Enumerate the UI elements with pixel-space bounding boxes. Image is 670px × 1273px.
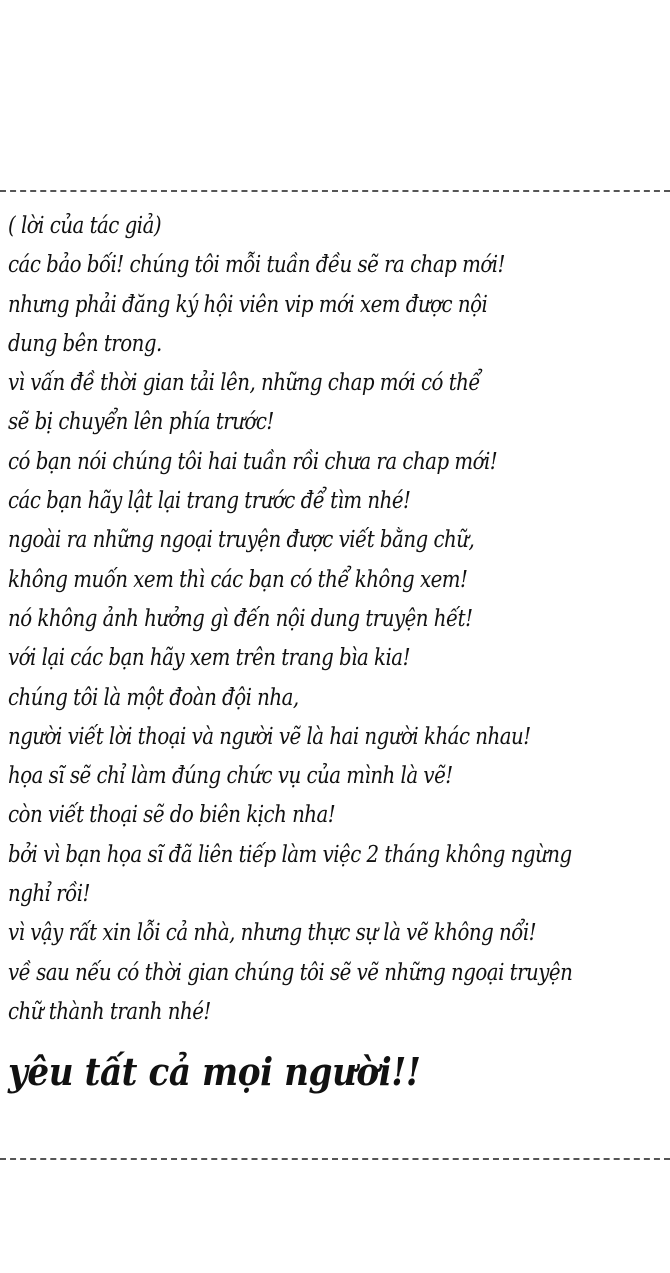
note-line: các bạn hãy lật lại trang trước để tìm nhé!	[8, 488, 411, 515]
note-line: còn viết thoại sẽ do biên kịch nha!	[8, 802, 336, 829]
note-line: không muốn xem thì các bạn có thể không xem!	[8, 566, 468, 593]
note-line: dung bên trong.	[8, 330, 162, 357]
note-line: vì vậy rất xin lỗi cả nhà, nhưng thực sự là vẽ không nổi!	[8, 920, 537, 947]
note-line: vì vấn đề thời gian tải lên, những chap mới có thể	[8, 370, 481, 397]
note-line: họa sĩ sẽ chỉ làm đúng chức vụ của mình là vẽ!	[8, 763, 453, 790]
closing-line: yêu tất cả mọi người!!	[8, 1049, 421, 1095]
top-dashed-divider	[0, 190, 670, 192]
note-line: người viết lời thoại và người vẽ là hai người khác nhau!	[8, 723, 531, 750]
bottom-dashed-divider	[0, 1158, 670, 1160]
note-line: chữ thành tranh nhé!	[8, 998, 211, 1025]
author-note	[8, 207, 663, 1100]
note-line: sẽ bị chuyển lên phía trước!	[8, 409, 274, 436]
note-line: bởi vì bạn họa sĩ đã liên tiếp làm việc 2 tháng không ngừng	[8, 841, 572, 868]
note-line: có bạn nói chúng tôi hai tuần rồi chưa ra chap mới!	[8, 448, 498, 475]
note-line-heading: ( lời của tác giả)	[8, 213, 162, 239]
note-line: các bảo bối! chúng tôi mỗi tuần đều sẽ ra chap mới!	[8, 252, 505, 279]
note-line: nhưng phải đăng ký hội viên vip mới xem được nội	[8, 291, 488, 318]
note-line: ngoài ra những ngoại truyện được viết bằng chữ,	[8, 527, 475, 554]
note-line: nghỉ rồi!	[8, 881, 90, 908]
note-line: với lại các bạn hãy xem trên trang bìa kia!	[8, 645, 411, 672]
note-line: về sau nếu có thời gian chúng tôi sẽ vẽ những ngoại truyện	[8, 959, 573, 986]
note-line: chúng tôi là một đoàn đội nha,	[8, 684, 299, 711]
note-line: nó không ảnh hưởng gì đến nội dung truyện hết!	[8, 605, 473, 632]
